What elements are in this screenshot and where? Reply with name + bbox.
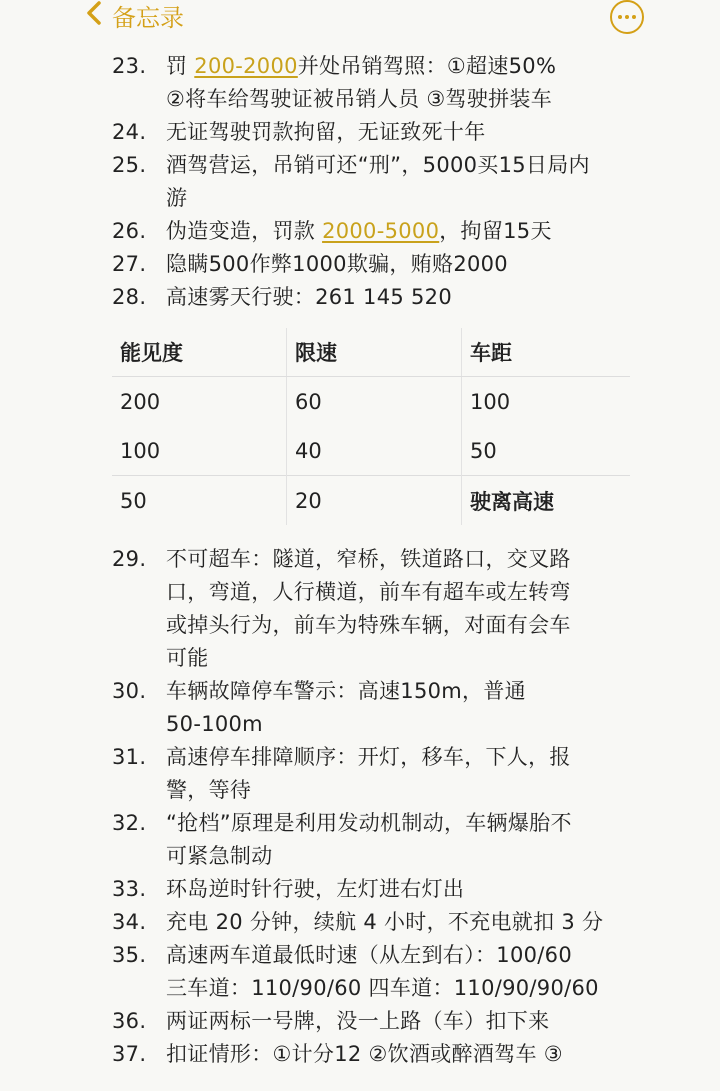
text-segment: 高速停车排障顺序：开灯，移车，下人，报 <box>166 745 571 769</box>
text-segment: 高速雾天行驶：261 145 520 <box>166 285 452 309</box>
item-number <box>112 774 166 807</box>
item-text <box>166 741 702 774</box>
item-text <box>166 774 702 807</box>
note-line <box>112 50 702 83</box>
note-line <box>112 675 702 708</box>
note-line <box>112 182 702 215</box>
table-cell: 40 <box>287 426 462 476</box>
note-line <box>112 939 702 972</box>
text-segment: 或掉头行为，前车为特殊车辆，对面有会车 <box>166 613 571 637</box>
item-number: 28. <box>112 285 147 309</box>
item-text <box>166 116 702 149</box>
item-number: 32. <box>112 811 147 835</box>
item-text <box>166 83 702 116</box>
nav-bar <box>0 0 720 40</box>
text-segment: 酒驾营运，吊销可还“刑”，5000买15日局内 <box>166 153 590 177</box>
fog-speed-table <box>112 328 630 525</box>
item-number: 35. <box>112 943 147 967</box>
item-text <box>166 939 702 972</box>
item-number <box>112 609 166 642</box>
note-line <box>112 840 702 873</box>
table-cell: 20 <box>287 476 462 526</box>
note-line <box>112 609 702 642</box>
item-text <box>166 182 702 215</box>
note-line <box>112 642 702 675</box>
note-line <box>112 116 702 149</box>
item-number <box>112 708 166 741</box>
text-segment: 伪造变造，罚款 <box>166 219 323 243</box>
note-line <box>112 741 702 774</box>
item-number: 31. <box>112 745 147 769</box>
table-row <box>112 476 630 526</box>
text-segment: 环岛逆时针行驶，左灯进右灯出 <box>166 877 465 901</box>
item-number: 27. <box>112 252 147 276</box>
text-segment: 口，弯道，人行横道，前车有超车或左转弯 <box>166 580 571 604</box>
note-list-top <box>112 50 702 314</box>
item-text <box>166 248 702 281</box>
note-line <box>112 149 702 182</box>
table-cell: 驶离高速 <box>462 476 631 526</box>
table-cell: 200 <box>112 377 287 427</box>
item-number: 34. <box>112 910 147 934</box>
note-content <box>112 50 702 1071</box>
text-segment: 警，等待 <box>166 778 252 802</box>
note-line <box>112 1038 702 1071</box>
table-cell: 60 <box>287 377 462 427</box>
text-segment: ，拘留15天 <box>439 219 552 243</box>
text-segment: 充电 20 分钟，续航 4 小时，不充电就扣 3 分 <box>166 910 604 934</box>
item-number: 24. <box>112 120 147 144</box>
item-text <box>166 1038 702 1071</box>
text-segment: 扣证情形：①计分12 ②饮酒或醉酒驾车 ③ <box>166 1042 563 1066</box>
item-text <box>166 576 702 609</box>
note-line <box>112 873 702 906</box>
item-text <box>166 873 702 906</box>
table-header-cell: 能见度 <box>112 328 287 377</box>
item-text <box>166 281 702 314</box>
item-text <box>166 642 702 675</box>
text-segment: ②将车给驾驶证被吊销人员 ③驾驶拼装车 <box>166 87 553 111</box>
text-segment: 罚 <box>166 54 195 78</box>
item-number <box>112 642 166 675</box>
text-segment: 车辆故障停车警示：高速150m，普通 <box>166 679 526 703</box>
item-text <box>166 609 702 642</box>
item-text <box>166 906 702 939</box>
item-text <box>166 972 702 1005</box>
item-text <box>166 1005 702 1038</box>
note-line <box>112 543 702 576</box>
item-number: 29. <box>112 547 147 571</box>
text-segment: 不可超车：隧道，窄桥，铁道路口，交叉路 <box>166 547 571 571</box>
table-row <box>112 377 630 427</box>
item-number: 33. <box>112 877 147 901</box>
text-segment: “抢档”原理是利用发动机制动，车辆爆胎不 <box>166 811 572 835</box>
item-number: 23. <box>112 54 147 78</box>
more-icon <box>618 15 636 19</box>
table-cell: 50 <box>112 476 287 526</box>
item-number: 26. <box>112 219 147 243</box>
item-text <box>166 50 702 83</box>
text-segment: 可紧急制动 <box>166 844 273 868</box>
back-button[interactable] <box>84 0 184 30</box>
item-number <box>112 83 166 116</box>
more-options-button[interactable] <box>610 0 644 34</box>
item-text <box>166 708 702 741</box>
note-line <box>112 807 702 840</box>
highlight-link[interactable]: 200-2000 <box>194 54 298 78</box>
text-segment: 隐瞒500作弊1000欺骗，贿赂2000 <box>166 252 508 276</box>
back-label: 备忘录 <box>112 3 184 32</box>
table-header-cell: 车距 <box>462 328 631 377</box>
item-number: 25. <box>112 153 147 177</box>
table-cell: 100 <box>112 426 287 476</box>
note-line <box>112 906 702 939</box>
text-segment: 高速两车道最低时速（从左到右）：100/60 <box>166 943 572 967</box>
note-line <box>112 1005 702 1038</box>
item-text <box>166 807 702 840</box>
item-text <box>166 215 702 248</box>
text-segment: 50-100m <box>166 712 263 736</box>
note-list-bottom <box>112 543 702 1071</box>
note-line <box>112 774 702 807</box>
text-segment: 可能 <box>166 646 209 670</box>
table-cell: 50 <box>470 438 497 463</box>
note-line <box>112 972 702 1005</box>
item-number <box>112 972 166 1005</box>
item-number <box>112 840 166 873</box>
table-row <box>112 426 630 476</box>
note-line <box>112 576 702 609</box>
item-number: 36. <box>112 1009 147 1033</box>
text-segment: 并处吊销驾照：①超速50% <box>297 54 557 78</box>
item-text <box>166 543 702 576</box>
item-text <box>166 840 702 873</box>
chevron-left-icon <box>84 0 106 30</box>
note-line <box>112 248 702 281</box>
note-line <box>112 83 702 116</box>
text-segment: 游 <box>166 186 188 210</box>
note-line <box>112 281 702 314</box>
item-number <box>112 576 166 609</box>
item-text <box>166 675 702 708</box>
text-segment: 两证两标一号牌，没一上路（车）扣下来 <box>166 1009 550 1033</box>
item-number: 30. <box>112 679 147 703</box>
text-segment: 三车道：110/90/60 四车道：110/90/90/60 <box>166 976 599 1000</box>
text-segment: 无证驾驶罚款拘留，无证致死十年 <box>166 120 486 144</box>
note-line <box>112 215 702 248</box>
table-cell: 100 <box>470 389 511 414</box>
note-line <box>112 708 702 741</box>
item-number <box>112 182 166 215</box>
table-header-row <box>112 328 630 377</box>
highlight-link[interactable]: 2000-5000 <box>322 219 440 243</box>
item-text <box>166 149 702 182</box>
item-number: 37. <box>112 1042 147 1066</box>
table-header-cell: 限速 <box>287 328 462 377</box>
